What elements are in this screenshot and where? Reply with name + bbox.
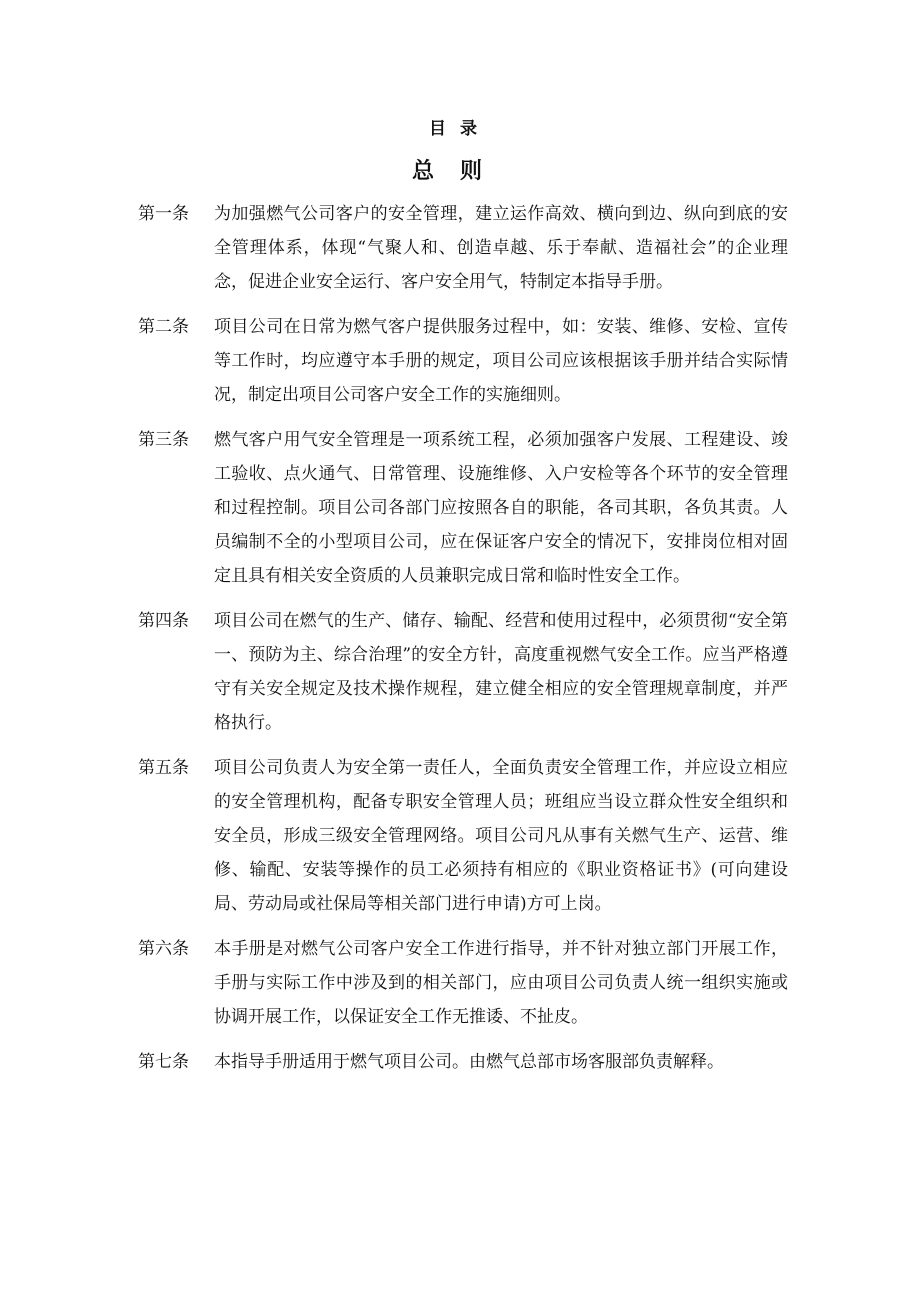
article-5	[138, 751, 788, 921]
article-list	[138, 197, 788, 1090]
article-2	[138, 310, 788, 412]
article-3	[138, 423, 788, 593]
article-number: 第四条	[138, 611, 189, 631]
article-number: 第六条	[138, 939, 189, 959]
toc-title: 目录	[429, 119, 491, 139]
article-text: 为加强燃气公司客户的安全管理，建立运作高效、横向到边、纵向到底的安全管理体系，体现“气聚人和、创造卓越、乐于奉献、造福社会”的企业理念，促进企业安全运行、客户安全用气，特制定本指导手册。	[214, 204, 788, 292]
article-number: 第七条	[138, 1052, 189, 1072]
article-7	[138, 1045, 788, 1079]
article-1	[138, 197, 788, 299]
article-text: 本指导手册适用于燃气项目公司。由燃气总部市场客服部负责解释。	[214, 1052, 724, 1072]
article-text: 燃气客户用气安全管理是一项系统工程，必须加强客户发展、工程建设、竣工验收、点火通气、日常管理、设施维修、入户安检等各个环节的安全管理和过程控制。项目公司各部门应按照各自的职能，各司其职，各负其责。人员编制不全的小型项目公司，应在保证客户安全的情况下，安排岗位相对固定且具有相关安全资质的人员兼职完成日常和临时性安全工作。	[214, 430, 788, 586]
article-text: 项目公司在燃气的生产、储存、输配、经营和使用过程中，必须贯彻“安全第一、预防为主、综合治理”的安全方针，高度重视燃气安全工作。应当严格遵守有关安全规定及技术操作规程，建立健全相应的安全管理规章制度，并严格执行。	[214, 611, 788, 733]
article-6	[138, 932, 788, 1034]
article-text: 本手册是对燃气公司客户安全工作进行指导，并不针对独立部门开展工作，手册与实际工作中涉及到的相关部门，应由项目公司负责人统一组织实施或协调开展工作，以保证安全工作无推诿、不扯皮。	[214, 939, 788, 1027]
article-number: 第二条	[138, 317, 189, 337]
article-text: 项目公司负责人为安全第一责任人，全面负责安全管理工作，并应设立相应的安全管理机构，配备专职安全管理人员；班组应当设立群众性安全组织和安全员，形成三级安全管理网络。项目公司凡从事有关燃气生产、运营、维修、输配、安装等操作的员工必须持有相应的《职业资格证书》(可向建设局、劳动局或社保局等相关部门进行申请)方可上岗。	[214, 758, 788, 914]
article-4	[138, 604, 788, 740]
section-title: 总则	[411, 158, 508, 184]
article-number: 第五条	[138, 758, 189, 778]
article-text: 项目公司在日常为燃气客户提供服务过程中，如：安装、维修、安检、宣传等工作时，均应遵守本手册的规定，项目公司应该根据该手册并结合实际情况，制定出项目公司客户安全工作的实施细则。	[214, 317, 788, 405]
article-number: 第一条	[138, 204, 189, 224]
article-number: 第三条	[138, 430, 189, 450]
